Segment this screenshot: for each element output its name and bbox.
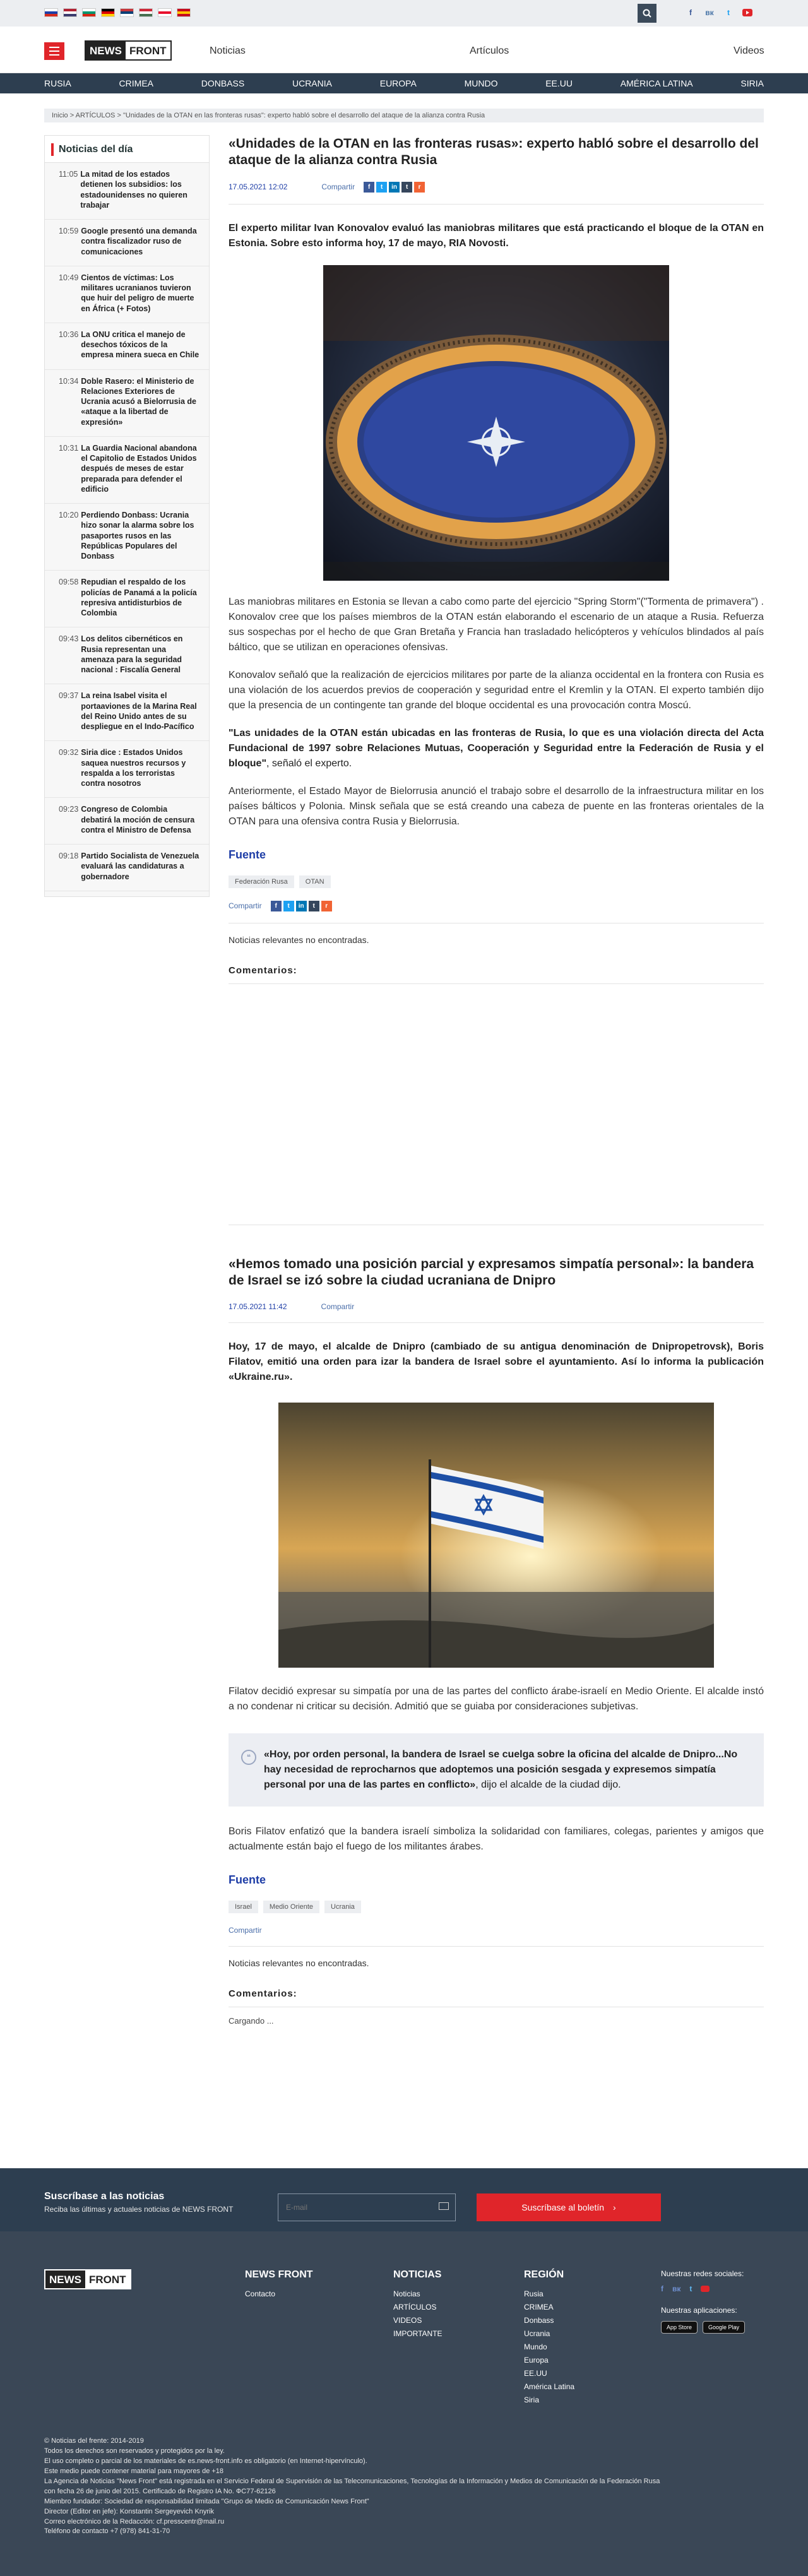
- search-button[interactable]: [638, 4, 656, 23]
- footer-apps-title: Nuestras aplicaciones:: [661, 2306, 737, 2315]
- sidebar-news-item[interactable]: [45, 163, 209, 220]
- sidebar-news-item[interactable]: [45, 741, 209, 798]
- share-tumblr-icon[interactable]: t: [309, 901, 319, 911]
- flag-bg-icon[interactable]: [82, 8, 96, 17]
- footer-social-title: Nuestras redes sociales:: [661, 2269, 744, 2278]
- flag-ru-icon[interactable]: [44, 8, 58, 17]
- sidebar-news-item[interactable]: [45, 845, 209, 891]
- article-2-quote-text: «Hoy, por orden personal, la bandera de Israel se cuelga sobre la oficina del alcalde de Dnipro...No hay necesidad de reprocharnos que adoptemos una posición sesgada y expresemos simpatía personal por una de las partes en conflicto»: [264, 1748, 738, 1790]
- logo-news: NEWS: [45, 2270, 85, 2288]
- article-2-p2: Boris Filatov enfatizó que la bandera israelí simboliza la solidaridad con familiares, colegas, parientes y amigos que actualmente están bajo el fuego de los militantes árabes.: [229, 1825, 764, 1852]
- tag[interactable]: Federación Rusa: [229, 875, 294, 888]
- logo-front: FRONT: [126, 42, 170, 59]
- footer-link[interactable]: Siria: [524, 2395, 540, 2404]
- article-2-blockquote: [229, 1733, 764, 1807]
- footer-link[interactable]: CRIMEA: [524, 2303, 554, 2312]
- share-facebook-icon[interactable]: f: [271, 901, 282, 911]
- article-1-meta: [229, 182, 764, 193]
- news-time: 09:58: [59, 578, 79, 587]
- news-headline[interactable]: La ONU critica el manejo de desechos tóxicos de la empresa minera sueca en Chile: [81, 329, 199, 360]
- footer-link[interactable]: IMPORTANTE: [393, 2329, 443, 2338]
- legal-line: El uso completo o parcial de los materiales de es.news-front.info es obligatorio (en Internet-hipervínculo).: [44, 2457, 367, 2465]
- region-eeuu[interactable]: EE.UU: [545, 78, 573, 88]
- article-1-share-bottom: [229, 901, 764, 911]
- arrow-right-icon: ›: [613, 2202, 616, 2212]
- sidebar-title: Noticias del día: [59, 144, 133, 155]
- news-headline[interactable]: Perdiendo Donbass: Ucrania hizo sonar la alarma sobre los pasaportes rusos en las Repúblicas Populares del Donbass: [81, 511, 194, 561]
- flag-es-icon[interactable]: [177, 8, 191, 17]
- sidebar-list: [45, 163, 209, 891]
- footer-col-title: NOTICIAS: [393, 2269, 442, 2280]
- region-rusia[interactable]: RUSIA: [44, 78, 71, 88]
- search-icon: [643, 9, 651, 18]
- region-siria[interactable]: SIRIA: [740, 78, 764, 88]
- share-label: Compartir: [229, 901, 262, 910]
- news-headline[interactable]: Cientos de víctimas: Los militares ucranianos tuvieron que huir del peligro de muerte en África (+ Fotos): [81, 273, 194, 313]
- legal-line: Todos los derechos son reservados y protegidos por la ley.: [44, 2447, 225, 2455]
- region-donbass[interactable]: DONBASS: [201, 78, 245, 88]
- share-linkedin-icon[interactable]: in: [296, 901, 307, 911]
- twitter-icon[interactable]: t: [689, 2284, 692, 2293]
- article-1-p2: Konovalov señaló que la realización de ejercicios militares por parte de la alianza occidental en la frontera con Rusia es una violación de los acuerdos previos de cooperación y seguridad entre el Kremlin y la OTAN. El experto también dijo que la presencia de un contingente tan grande del bloque occidental es una provocación contra Moscú.: [229, 669, 764, 711]
- logo-front: FRONT: [85, 2270, 130, 2288]
- flag-hu-icon[interactable]: [139, 8, 153, 17]
- breadcrumb-sep: >: [69, 112, 74, 119]
- menu-icon[interactable]: [44, 42, 64, 60]
- article-2-meta: [229, 1302, 764, 1311]
- divider: [229, 1322, 764, 1323]
- news-time: 10:59: [59, 227, 79, 235]
- footer-legal: [44, 2437, 660, 2537]
- vk-icon[interactable]: вк: [705, 8, 714, 17]
- logo-news: NEWS: [86, 42, 126, 59]
- article-2-date: 17.05.2021 11:42: [229, 1302, 287, 1311]
- sidebar-accent: [51, 143, 54, 156]
- subscribe-section: [0, 2168, 808, 2231]
- email-input[interactable]: [278, 2194, 430, 2221]
- region-mundo[interactable]: MUNDO: [464, 78, 498, 88]
- footer-link[interactable]: Noticias: [393, 2289, 420, 2298]
- footer-link[interactable]: Contacto: [245, 2289, 276, 2298]
- news-time: 11:05: [59, 170, 78, 179]
- article-2: [229, 1256, 764, 2026]
- tag[interactable]: Medio Oriente: [263, 1901, 319, 1913]
- language-flags: [44, 8, 191, 17]
- news-headline[interactable]: Partido Socialista de Venezuela evaluará las candidaturas a gobernadore: [81, 852, 199, 881]
- tag[interactable]: Israel: [229, 1901, 258, 1913]
- header-socials: [686, 8, 752, 18]
- article-2-p1: Filatov decidió expresar su simpatía por una de las partes del conflicto árabe-israelí en Medio Oriente. El alcalde instó a no condenar ni criticar su decisión. Admitió que se guiaba por consideraciones subjetivas.: [229, 1685, 764, 1712]
- article-2-source-link[interactable]: Fuente: [229, 1873, 266, 1886]
- share-icons: [271, 901, 332, 911]
- article-1: [229, 136, 764, 984]
- article-2-quote-tail: , dijo el alcalde de la ciudad dijo.: [475, 1779, 621, 1790]
- article-1-p3: Anteriormente, el Estado Mayor de Bielorrusia anunció el trabajo sobre el desarrollo de la infraestructura militar en los países bálticos y Polonia. Minsk señala que se está creando una cabeza de puente en las fronteras orientales de la OTAN para una ofensiva contra Rusia y Bielorrusia.: [229, 785, 764, 827]
- share-label: Compartir: [229, 1925, 262, 1935]
- article-1-p1: Las maniobras militares en Estonia se llevan a cabo como parte del ejercicio "Spring Storm"("Tormenta de primavera") . Konovalov cree que los países miembros de la OTAN están elaborando el escenario de un ataque a Rusia. Refuerza sus sospechas por el hecho de que Gran Bretaña y Francia han trasladado helicópteros y vehículos blindados al país báltico, que se utilizan en operaciones ofensivas.: [229, 596, 764, 653]
- main-nav: [0, 27, 808, 73]
- article-2-share-label: Compartir: [321, 1302, 355, 1311]
- share-twitter-icon[interactable]: t: [376, 182, 387, 193]
- share-icons: [364, 182, 425, 193]
- israel-flag-photo: [278, 1403, 714, 1668]
- flag-de-icon[interactable]: [101, 8, 115, 17]
- article-1-quote-tail: , señaló el experto.: [266, 757, 352, 769]
- article-1-quote-text: "Las unidades de la OTAN están ubicadas en las fronteras de Rusia, lo que es una violación directa del Acta Fundacional de 1997 sobre Relaciones Mutuas, Cooperación y Seguridad entre la Federación de Rusia y el bloque": [229, 727, 764, 769]
- legal-line: Miembro fundador: Sociedad de responsabilidad limitada "Grupo de Medio de Comunicación News Front": [44, 2497, 369, 2505]
- article-1-source-link[interactable]: Fuente: [229, 848, 266, 861]
- sidebar-news-item[interactable]: [45, 323, 209, 370]
- subscribe-title: Suscríbase a las noticias: [44, 2191, 165, 2202]
- flag-rs-icon[interactable]: [120, 8, 134, 17]
- footer-link[interactable]: Donbass: [524, 2316, 554, 2325]
- sidebar-news-item[interactable]: [45, 437, 209, 504]
- article-1-date: 17.05.2021 12:02: [229, 182, 288, 191]
- footer-link[interactable]: EE.UU: [524, 2369, 547, 2378]
- footer-social-icons: [661, 2284, 745, 2293]
- article-2-lead: Hoy, 17 de mayo, el alcalde de Dnipro (cambiado de su antigua denominación de Dnipropetrovsk), Boris Filatov, emitió una orden para izar la bandera de Israel sobre el ayuntamiento. Así lo informa la publicación «Ukraine.ru».: [229, 1341, 764, 1382]
- news-headline[interactable]: La Guardia Nacional abandona el Capitolio de Estados Unidos después de meses de estar preparada para defender el edificio: [81, 443, 197, 494]
- share-reddit-icon[interactable]: r: [321, 901, 332, 911]
- footer-logo[interactable]: [44, 2269, 131, 2289]
- breadcrumb-section[interactable]: ARTÍCULOS: [75, 112, 116, 119]
- news-time: 10:49: [59, 273, 79, 282]
- news-headline[interactable]: Congreso de Colombia debatirá la moción de censura contra el Ministro de Defensa: [81, 805, 195, 834]
- youtube-icon[interactable]: [742, 8, 752, 18]
- twitter-icon[interactable]: t: [727, 8, 730, 17]
- comments-loading: Cargando ...: [229, 2015, 274, 2026]
- news-time: 09:43: [59, 634, 79, 644]
- footer-col-noticias: [393, 2269, 443, 2342]
- legal-line: Correo electrónico de la Redacción: cf.presscentr@mail.ru: [44, 2517, 225, 2526]
- news-headline[interactable]: La mitad de los estados detienen los subsidios: los estadounidenses no quieren trabajar: [80, 170, 187, 210]
- sidebar-news-item[interactable]: [45, 627, 209, 684]
- article-1-lead: El experto militar Ivan Konovalov evaluó las maniobras militares que está practicando el bloque de la OTAN en Estonia. Sobre esto informa hoy, 17 de mayo, RIA Novosti.: [229, 222, 764, 249]
- nato-summit-photo: [323, 265, 669, 581]
- breadcrumb-current: "Unidades de la OTAN en las fronteras rusas": experto habló sobre el desarrollo del ataque de la alianza contra Rusia: [122, 112, 485, 119]
- news-of-day-sidebar: [44, 135, 210, 897]
- footer-link[interactable]: Mundo: [524, 2342, 547, 2351]
- article-2-comments-heading: Comentarios:: [229, 1988, 764, 2007]
- sidebar-news-item[interactable]: [45, 370, 209, 437]
- article-2-title[interactable]: «Hemos tomado una posición parcial y expresamos simpatía personal»: la bandera de Israel se izó sobre la ciudad ucraniana de Dnipro: [229, 1257, 754, 1288]
- footer-col-region: [524, 2269, 574, 2409]
- sidebar-news-item[interactable]: [45, 266, 209, 323]
- legal-line: © Noticias del frente: 2014-2019: [44, 2437, 144, 2445]
- article-1-title[interactable]: «Unidades de la OTAN en las fronteras rusas»: experto habló sobre el desarrollo del ataque de la alianza contra Rusia: [229, 136, 759, 168]
- googleplay-badge[interactable]: Google Play: [703, 2321, 745, 2334]
- flag-ge-icon[interactable]: [158, 8, 172, 17]
- divider: [229, 204, 764, 205]
- legal-line: Teléfono de contacto +7 (978) 841-31-70: [44, 2527, 170, 2536]
- sidebar-header: [45, 136, 209, 163]
- footer-link[interactable]: América Latina: [524, 2382, 575, 2391]
- divider: [229, 1946, 764, 1947]
- article-1-tags: [229, 875, 764, 888]
- footer: [0, 2231, 808, 2576]
- subscribe-subtitle: Reciba las últimas y actuales noticias de NEWS FRONT: [44, 2205, 234, 2214]
- footer-col-newsfront: [245, 2269, 313, 2303]
- footer-link[interactable]: Ucrania: [524, 2329, 550, 2338]
- sidebar-news-item[interactable]: [45, 220, 209, 266]
- footer-link[interactable]: Europa: [524, 2356, 549, 2365]
- sidebar-news-item[interactable]: [45, 684, 209, 741]
- region-america-latina[interactable]: AMÉRICA LATINA: [620, 78, 693, 88]
- breadcrumb-sep: >: [117, 112, 121, 119]
- region-ucrania[interactable]: UCRANIA: [292, 78, 332, 88]
- facebook-icon[interactable]: f: [661, 2284, 663, 2293]
- article-1-related: Noticias relevantes no encontradas.: [229, 934, 369, 945]
- share-tumblr-icon[interactable]: t: [401, 182, 412, 193]
- youtube-icon[interactable]: [701, 2286, 710, 2292]
- footer-link[interactable]: VIDEOS: [393, 2316, 422, 2325]
- tag[interactable]: Ucrania: [324, 1901, 361, 1913]
- article-1-comments-heading: Comentarios:: [229, 965, 764, 984]
- sidebar-news-item[interactable]: [45, 798, 209, 845]
- news-headline[interactable]: Doble Rasero: el Ministerio de Relaciones Exteriores de Ucrania acusó a Bielorrusia de «ataque a la libertad de expresión»: [81, 376, 196, 427]
- vk-icon[interactable]: вк: [672, 2284, 681, 2293]
- footer-social-block: [661, 2269, 745, 2334]
- news-headline[interactable]: Repudian el respaldo de los policías de Panamá a la policía represiva antidisturbios de Colombia: [81, 578, 197, 617]
- legal-line: con fecha 26 de junio del 2015. Certificado de Registro IA No. ФС77-62126: [44, 2487, 276, 2495]
- article-2-related: Noticias relevantes no encontradas.: [229, 1957, 369, 1968]
- legal-line: Este medio puede contener material para mayores de +18: [44, 2467, 224, 2475]
- subscribe-button-label: Suscríbase al boletín: [521, 2202, 605, 2212]
- article-1-image: [323, 265, 669, 581]
- quote-icon: ❝: [241, 1750, 256, 1765]
- news-time: 09:23: [59, 805, 79, 814]
- flag-us-icon[interactable]: [63, 8, 77, 17]
- footer-apps: [661, 2321, 745, 2334]
- envelope-icon: [439, 2202, 449, 2210]
- nav-articulos[interactable]: Artículos: [470, 45, 509, 56]
- region-europa[interactable]: EUROPA: [379, 78, 417, 88]
- sidebar-news-item[interactable]: [45, 504, 209, 571]
- region-crimea[interactable]: CRIMEA: [119, 78, 153, 88]
- news-time: 09:18: [59, 852, 79, 860]
- footer-link[interactable]: ARTÍCULOS: [393, 2303, 437, 2312]
- footer-col-title: NEWS FRONT: [245, 2269, 313, 2280]
- nav-noticias[interactable]: Noticias: [210, 45, 246, 56]
- nav-videos[interactable]: Videos: [734, 45, 764, 56]
- news-headline[interactable]: Siria dice : Estados Unidos saquea nuestros recursos y respalda a los terroristas contra nosotros: [81, 748, 186, 788]
- email-field-box: [278, 2193, 456, 2221]
- article-2-share-bottom: [229, 1926, 764, 1935]
- sidebar-news-item[interactable]: [45, 571, 209, 627]
- breadcrumb-home[interactable]: Inicio: [52, 112, 68, 119]
- breadcrumb: [44, 109, 764, 122]
- site-logo[interactable]: [85, 40, 172, 61]
- news-headline[interactable]: Los delitos cibernéticos en Rusia representan una amenaza para la seguridad nacional : Fiscalía General: [81, 634, 183, 674]
- footer-link[interactable]: Rusia: [524, 2289, 544, 2298]
- news-time: 09:32: [59, 748, 79, 757]
- share-reddit-icon[interactable]: r: [414, 182, 425, 193]
- legal-line: Director (Editor en jefe): Konstantin Sergeyevich Knyrik: [44, 2507, 215, 2515]
- footer-col-title: REGIÓN: [524, 2269, 564, 2280]
- top-bar: [0, 0, 808, 27]
- legal-line: La Agencia de Noticias "News Front" está registrada en el Servicio Federal de Supervisión de las Telecomunicaciones, Tecnologías de la Información y Medios de Comunicación de la Federación Rusa: [44, 2477, 660, 2485]
- article-2-tags: [229, 1901, 764, 1913]
- subscribe-button[interactable]: [477, 2193, 661, 2221]
- news-time: 10:34: [59, 376, 79, 386]
- news-time: 10:31: [59, 443, 79, 453]
- appstore-badge[interactable]: App Store: [661, 2321, 698, 2334]
- regions-bar: [0, 73, 808, 93]
- news-time: 10:20: [59, 511, 79, 519]
- news-headline[interactable]: Google presentó una demanda contra fiscalizador ruso de comunicaciones: [81, 227, 197, 256]
- news-time: 09:37: [59, 691, 79, 701]
- news-time: 10:36: [59, 329, 79, 339]
- tag[interactable]: OTAN: [299, 875, 331, 888]
- article-2-image: [278, 1403, 714, 1668]
- news-headline[interactable]: La reina Isabel visita el portaaviones de la Marina Real del Reino Unido antes de su despliegue en el Indo-Pacífico: [81, 691, 197, 731]
- share-linkedin-icon[interactable]: in: [389, 182, 400, 193]
- share-twitter-icon[interactable]: t: [283, 901, 294, 911]
- share-facebook-icon[interactable]: f: [364, 182, 374, 193]
- facebook-icon[interactable]: f: [689, 8, 692, 17]
- article-1-share-label: Compartir: [321, 182, 355, 191]
- article-1-quote: [229, 726, 764, 771]
